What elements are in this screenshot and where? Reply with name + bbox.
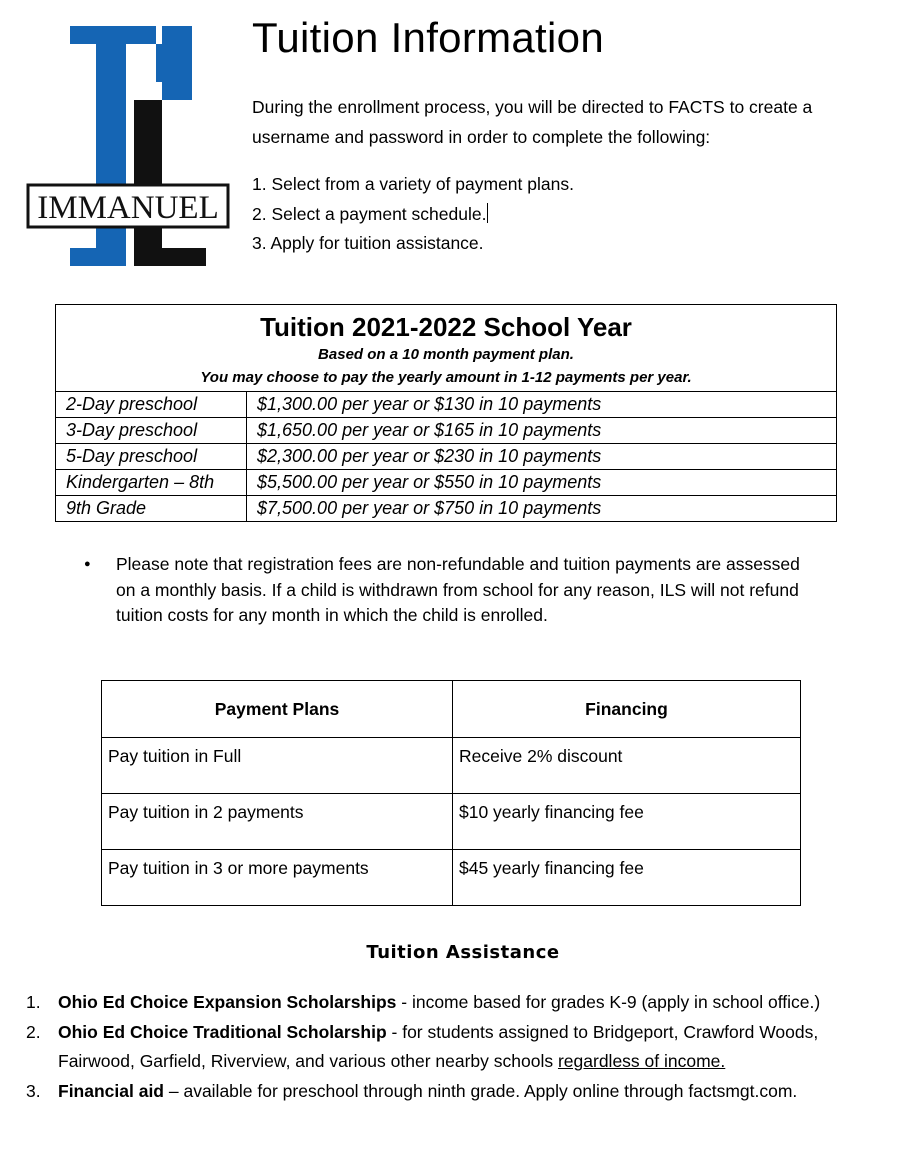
payment-plans-table [101,680,801,906]
grade-cell: 5-Day preschool [56,444,247,470]
tuition-rates-table [56,391,836,521]
financing-cell: $45 yearly financing fee [453,850,801,906]
column-header: Payment Plans [102,681,453,738]
plan-cell: Pay tuition in Full [102,738,453,794]
table-row [102,794,801,850]
list-item [26,1018,886,1077]
step-item: 2. Select a payment schedule. [252,203,487,224]
financing-cell: Receive 2% discount [453,738,801,794]
grade-cell: 9th Grade [56,496,247,522]
list-item [26,1077,886,1107]
plan-cell: Pay tuition in 2 payments [102,794,453,850]
item-underlined-text: regardless of income. [557,1051,726,1071]
assistance-list [26,988,886,1106]
intro-paragraph: During the enrollment process, you will be directed to FACTS to create a username and password in order to complete the following: [252,97,813,147]
tuition-table-box [55,304,837,522]
financing-cell: $10 yearly financing fee [453,794,801,850]
step-item: 3. Apply for tuition assistance. [252,233,484,253]
steps-list [252,170,574,259]
page-title: Tuition Information [252,14,604,61]
logo-wordmark: IMMANUEL [37,190,219,226]
table-row [56,496,836,522]
refund-note-list [84,552,804,629]
item-text: - for students assigned to Bridgeport, Crawford Woods, Fairwood, Garfield, Riverview, and various other nearby schools [58,1021,819,1071]
cost-cell: $1,650.00 per year or $165 in 10 payments [247,418,837,444]
table-row [56,392,836,418]
assistance-title: Tuition Assistance [366,942,560,963]
item-text: – available for preschool through ninth grade. Apply online through factsmgt.com. [164,1080,798,1101]
grade-cell: Kindergarten – 8th [56,470,247,496]
item-title: Ohio Ed Choice Expansion Scholarships [58,992,397,1012]
list-item [26,988,886,1018]
table-header-row [102,681,801,738]
tuition-subtitle: Based on a 10 month payment plan. [318,346,574,363]
tuition-title: Tuition 2021-2022 School Year [260,312,632,342]
column-header: Financing [453,681,801,738]
grade-cell: 3-Day preschool [56,418,247,444]
table-row [102,738,801,794]
item-text: - income based for grades K-9 (apply in school office.) [396,992,821,1012]
refund-note: ● Please note that registration fees are non-refundable and tuition payments are assessed on a monthly basis. If a child is withdrawn from school for any reason, ILS will not refund tuition costs for any month in which the child is enrolled. [84,552,804,629]
table-row [56,418,836,444]
table-row [56,470,836,496]
cost-cell: $7,500.00 per year or $750 in 10 payments [247,496,837,522]
text-cursor [487,203,488,223]
immanuel-logo [26,22,236,270]
cost-cell: $5,500.00 per year or $550 in 10 payments [247,470,837,496]
cost-cell: $2,300.00 per year or $230 in 10 payments [247,444,837,470]
item-number: 3. [26,1080,41,1101]
plan-cell: Pay tuition in 3 or more payments [102,850,453,906]
item-title: Financial aid [58,1080,164,1101]
item-title: Ohio Ed Choice Traditional Scholarship [58,1021,387,1042]
tuition-subtitle: You may choose to pay the yearly amount in 1-12 payments per year. [200,369,692,386]
item-number: 2. [26,1021,41,1042]
step-item: 1. Select from a variety of payment plans. [252,174,574,194]
cost-cell: $1,300.00 per year or $130 in 10 payments [247,392,837,418]
table-row [102,850,801,906]
table-row [56,444,836,470]
grade-cell: 2-Day preschool [56,392,247,418]
item-number: 1. [26,992,41,1012]
